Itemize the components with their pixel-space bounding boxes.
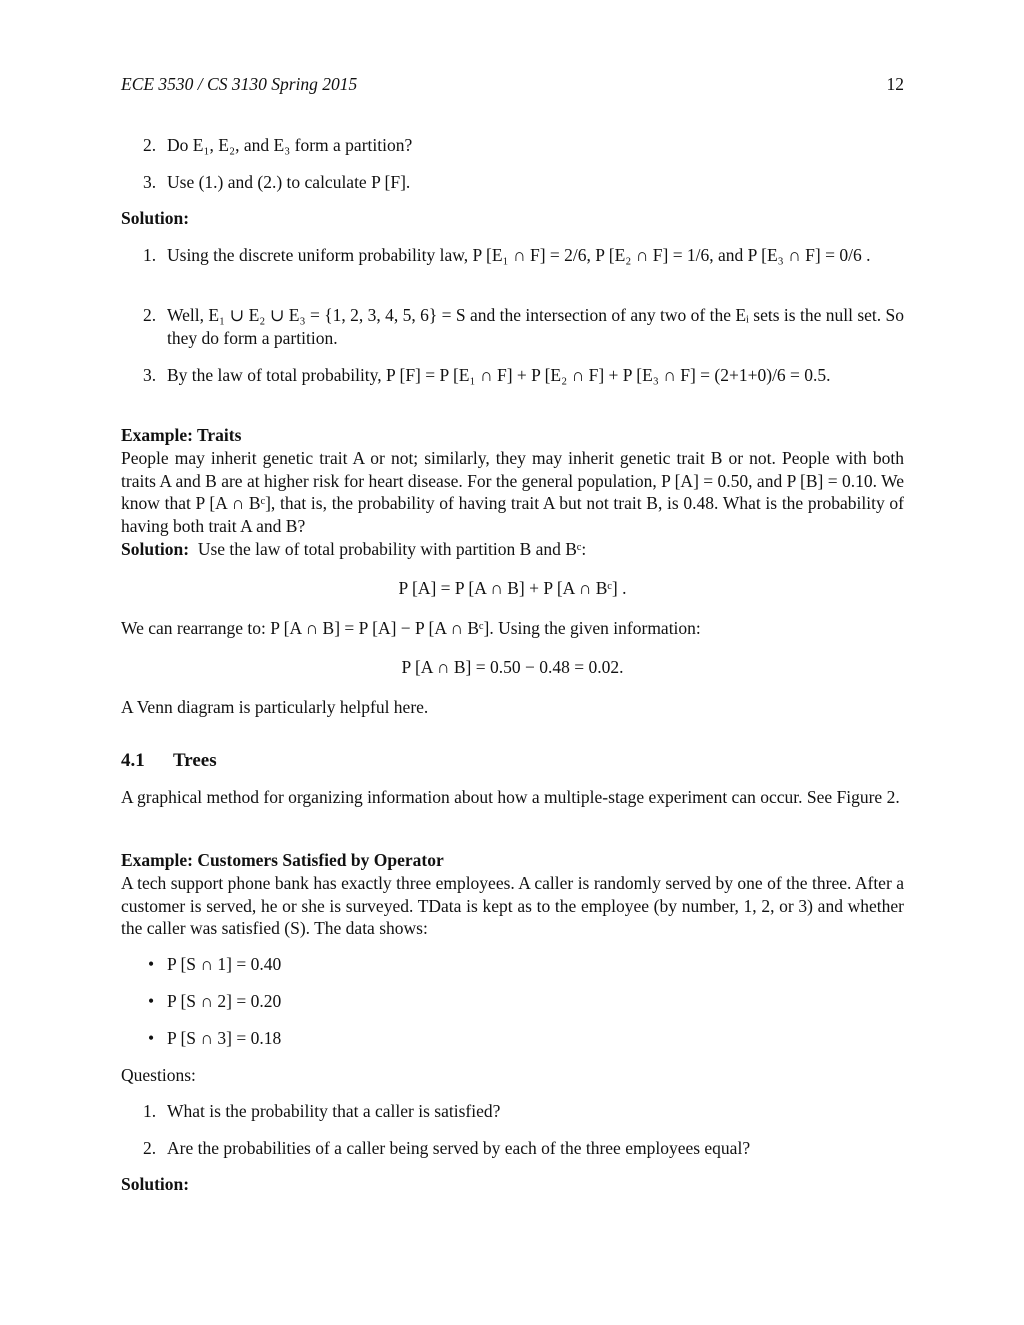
- list-item: [143, 364, 904, 387]
- bullet-text: P [S ∩ 2] = 0.20: [167, 991, 282, 1011]
- section-title: Trees: [173, 750, 217, 771]
- solution-text: Use the law of total probability with partition B and Bᶜ:: [197, 539, 587, 559]
- bullet-icon: •: [148, 954, 155, 974]
- rearrange-text: We can rearrange to: P [A ∩ B] = P [A] − P [A ∩ Bᶜ]. Using the given information:: [121, 618, 701, 638]
- list-label: 3.: [143, 365, 157, 385]
- example-heading: Example: Traits: [121, 425, 242, 445]
- bullet-icon: •: [148, 1028, 155, 1048]
- solution-label: Solution:: [121, 539, 190, 559]
- solution-heading: Solution:: [121, 1174, 190, 1194]
- list-label: 2.: [143, 1138, 157, 1158]
- venn-note: A Venn diagram is particularly helpful here.: [121, 697, 429, 717]
- questions-label: Questions:: [121, 1065, 196, 1085]
- list-text: Use (1.) and (2.) to calculate P [F].: [167, 172, 411, 192]
- list-text: Are the probabilities of a caller being served by each of the three employees equal?: [167, 1138, 751, 1158]
- example-paragraph: People may inherit genetic trait A or not; similarly, they may inherit genetic trait B or not. People with both traits A and B are at higher risk for heart disease. For the general population, P [A] = 0.50, and P [B] = 0.10. We know that P [A ∩ Bᶜ], that is, the probability of having trait A but not trait B, is 0.48. What is the probability of having both trait A and B?: [121, 448, 904, 536]
- list-item: [143, 304, 904, 349]
- bullet-text: P [S ∩ 1] = 0.40: [167, 954, 282, 974]
- section-paragraph: A graphical method for organizing information about how a multiple-stage experiment can occur. See Figure 2.: [121, 787, 900, 807]
- page-header: [121, 73, 904, 97]
- equation: P [A ∩ B] = 0.50 − 0.48 = 0.02.: [401, 657, 624, 677]
- example-heading: Example: Customers Satisfied by Operator: [121, 850, 444, 870]
- list-text: Do E₁, E₂, and E₃ form a partition?: [167, 135, 413, 155]
- bullet-icon: •: [148, 991, 155, 1011]
- list-label: 3.: [143, 172, 157, 192]
- list-label: 2.: [143, 135, 157, 155]
- solution-heading: Solution:: [121, 208, 190, 228]
- list-label: 1.: [143, 1101, 157, 1121]
- list-item: [143, 1137, 904, 1160]
- list-item: [143, 244, 904, 267]
- list-label: 2.: [143, 305, 157, 325]
- running-title: ECE 3530 / CS 3130 Spring 2015: [121, 74, 358, 94]
- list-item: [143, 134, 904, 157]
- list-text: By the law of total probability, P [F] = P [E₁ ∩ F] + P [E₂ ∩ F] + P [E₃ ∩ F] = (2+1+0)/6 = 0.5.: [167, 365, 831, 385]
- equation: P [A] = P [A ∩ B] + P [A ∩ Bᶜ] .: [398, 578, 627, 598]
- solution-line: [121, 538, 904, 561]
- list-text: Using the discrete uniform probability law, P [E₁ ∩ F] = 2/6, P [E₂ ∩ F] = 1/6, and P [E₃ ∩ F] = 0/6 .: [167, 245, 871, 265]
- page-number: 12: [886, 74, 904, 94]
- list-text: What is the probability that a caller is satisfied?: [167, 1101, 501, 1121]
- list-item: [143, 171, 904, 194]
- bullet-text: P [S ∩ 3] = 0.18: [167, 1028, 282, 1048]
- list-text: Well, E₁ ∪ E₂ ∪ E₃ = {1, 2, 3, 4, 5, 6} = S and the intersection of any two of the Eᵢ sets is the null set. So they do form a partition.: [167, 305, 904, 348]
- section-heading: [121, 749, 904, 773]
- list-label: 1.: [143, 245, 157, 265]
- section-number: 4.1: [121, 750, 145, 771]
- example-paragraph: A tech support phone bank has exactly three employees. A caller is randomly served by one of the three. After a customer is served, he or she is surveyed. TData is kept as to the employee (by number, 1, 2, or 3) and whether the caller was satisfied (S). The data shows:: [121, 873, 904, 938]
- list-item: [143, 1100, 904, 1123]
